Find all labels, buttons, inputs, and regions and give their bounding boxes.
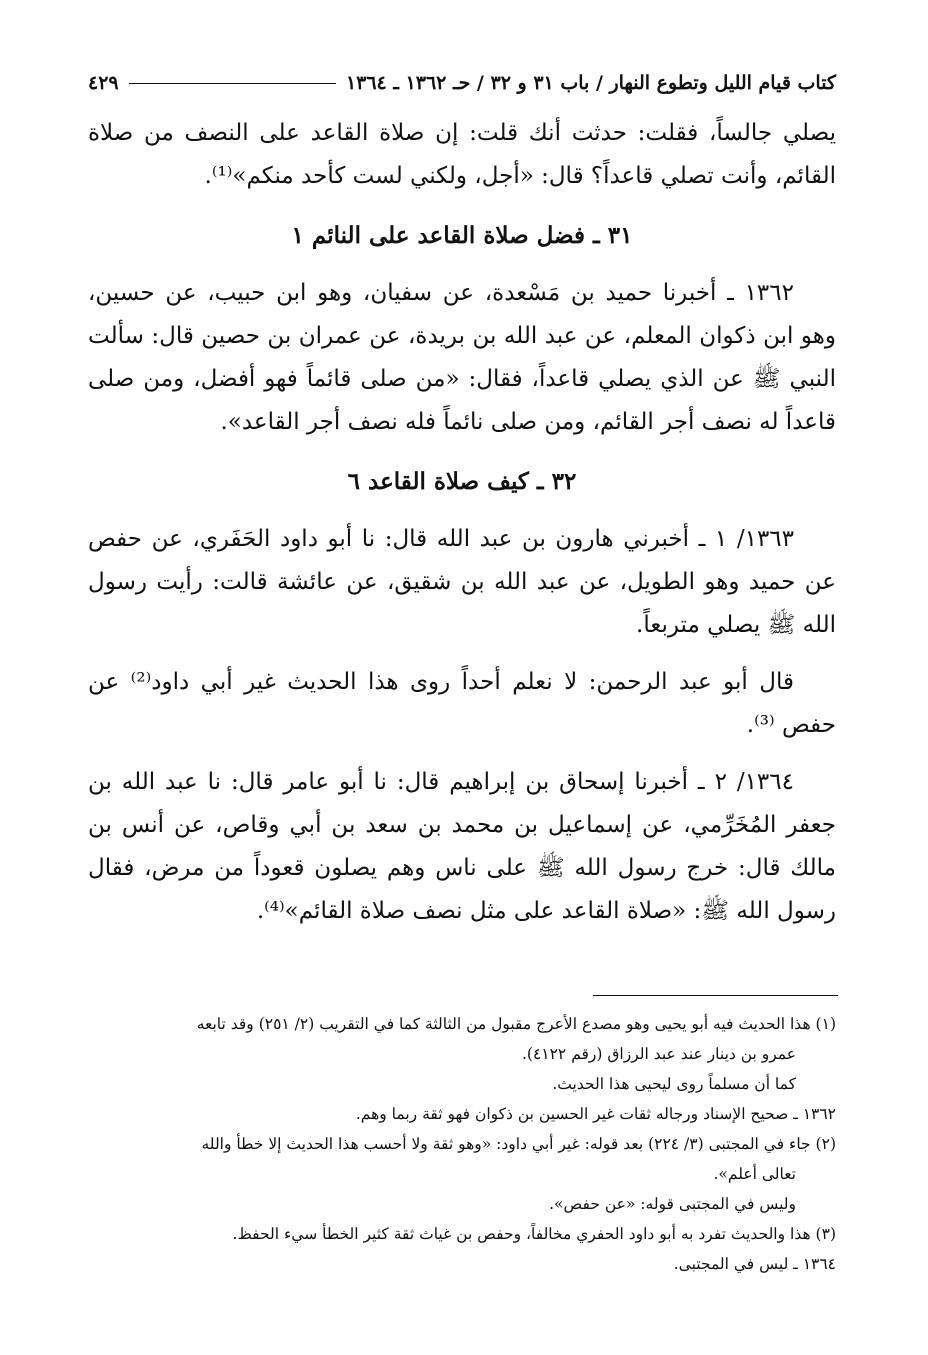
note-1362: ١٣٦٢ ـ صحيح الإسناد ورجاله ثقات غير الحسين بن ذكوان فهو ثقة ربما وهم. (355, 1105, 836, 1123)
footnote-1: (١) هذا الحديث فيه أبو يحيى وهو مصدع الأعرج مقبول من الثالثة كما في التقريب (٢/ ٢٥١) وقد تابعه (196, 1015, 836, 1033)
header-title: كتاب قيام الليل وتطوع النهار / باب ٣١ و ٣٢ / حـ ١٣٦٢ ـ ١٣٦٤ (345, 72, 836, 94)
footnote-2-continuation: تعالى أعلم». (713, 1165, 796, 1183)
footnote-separator (593, 995, 838, 996)
main-text (88, 112, 836, 947)
running-header (88, 66, 836, 100)
comment-abu-abd-alrahman: قال أبو عبد الرحمن: لا نعلم أحداً روى هذا الحديث غير أبي داود⁽²⁾ عن حفص ⁽³⁾. (88, 669, 836, 738)
note-1364: ١٣٦٤ ـ ليس في المجتبى. (673, 1255, 836, 1273)
hadith-1363: ١٣٦٣/ ١ ـ أخبرني هارون بن عبد الله قال: نا أبو داود الحَفَري، عن حفص عن حميد وهو الطويل، عن عبد الله بن شقيق، عن عائشة قالت: رأيت رسول الله ﷺ يصلي متربعاً. (88, 526, 836, 638)
page-number: ٤٢٩ (88, 72, 119, 94)
section-31-heading: ٣١ ـ فضل صلاة القاعد على النائم ١ (291, 222, 633, 249)
footnote-1-continuation: عمرو بن دينار عند عبد الرزاق (رقم ٤١٢٢). (521, 1045, 796, 1063)
footnote-3: (٣) هذا والحديث تفرد به أبو داود الحفري مخالفاً، وحفص بن غياث ثقة كثير الخطأ سيء الحفظ. (232, 1225, 836, 1243)
intro-paragraph: يصلي جالساً، فقلت: حدثت أنك قلت: إن صلاة القاعد على النصف من صلاة القائم، وأنت تصلي قاعداً؟ قال: «أجل، ولكني لست كأحد منكم»⁽¹⁾. (88, 120, 836, 189)
hadith-1364: ١٣٦٤/ ٢ ـ أخبرنا إسحاق بن إبراهيم قال: نا أبو عامر قال: نا عبد الله بن جعفر المُخَرِّمي، عن إسماعيل بن محمد بن سعد بن أبي وقاص، عن أنس بن مالك قال: خرج رسول الله ﷺ على ناس وهم يصلون قعوداً من مرض، فقال رسول الله ﷺ: «صلاة القاعد على مثل نصف صلاة القائم»⁽⁴⁾. (88, 769, 836, 924)
footnote-1-continuation-2: كما أن مسلماً روى ليحيى هذا الحديث. (552, 1075, 796, 1093)
header-rule (129, 83, 336, 84)
footnote-2-continuation-2: وليس في المجتبى قوله: «عن حفص». (549, 1195, 796, 1213)
hadith-1362: ١٣٦٢ ـ أخبرنا حميد بن مَسْعدة، عن سفيان، وهو ابن حبيب، عن حسين، وهو ابن ذكوان المعلم، عن عبد الله بن بريدة، عن عمران بن حصين قال: سألت النبي ﷺ عن الذي يصلي قاعداً، فقال: «من صلى قائماً فهو أفضل، ومن صلى قاعداً له نصف أجر القائم، ومن صلى نائماً فله نصف أجر القاعد». (88, 280, 836, 435)
footnotes (88, 1010, 836, 1280)
footnote-2: (٢) جاء في المجتبى (٣/ ٢٢٤) بعد قوله: غير أبي داود: «وهو ثقة ولا أحسب هذا الحديث إلا خطأ والله (201, 1135, 836, 1153)
section-32-heading: ٣٢ ـ كيف صلاة القاعد ٦ (347, 468, 577, 495)
